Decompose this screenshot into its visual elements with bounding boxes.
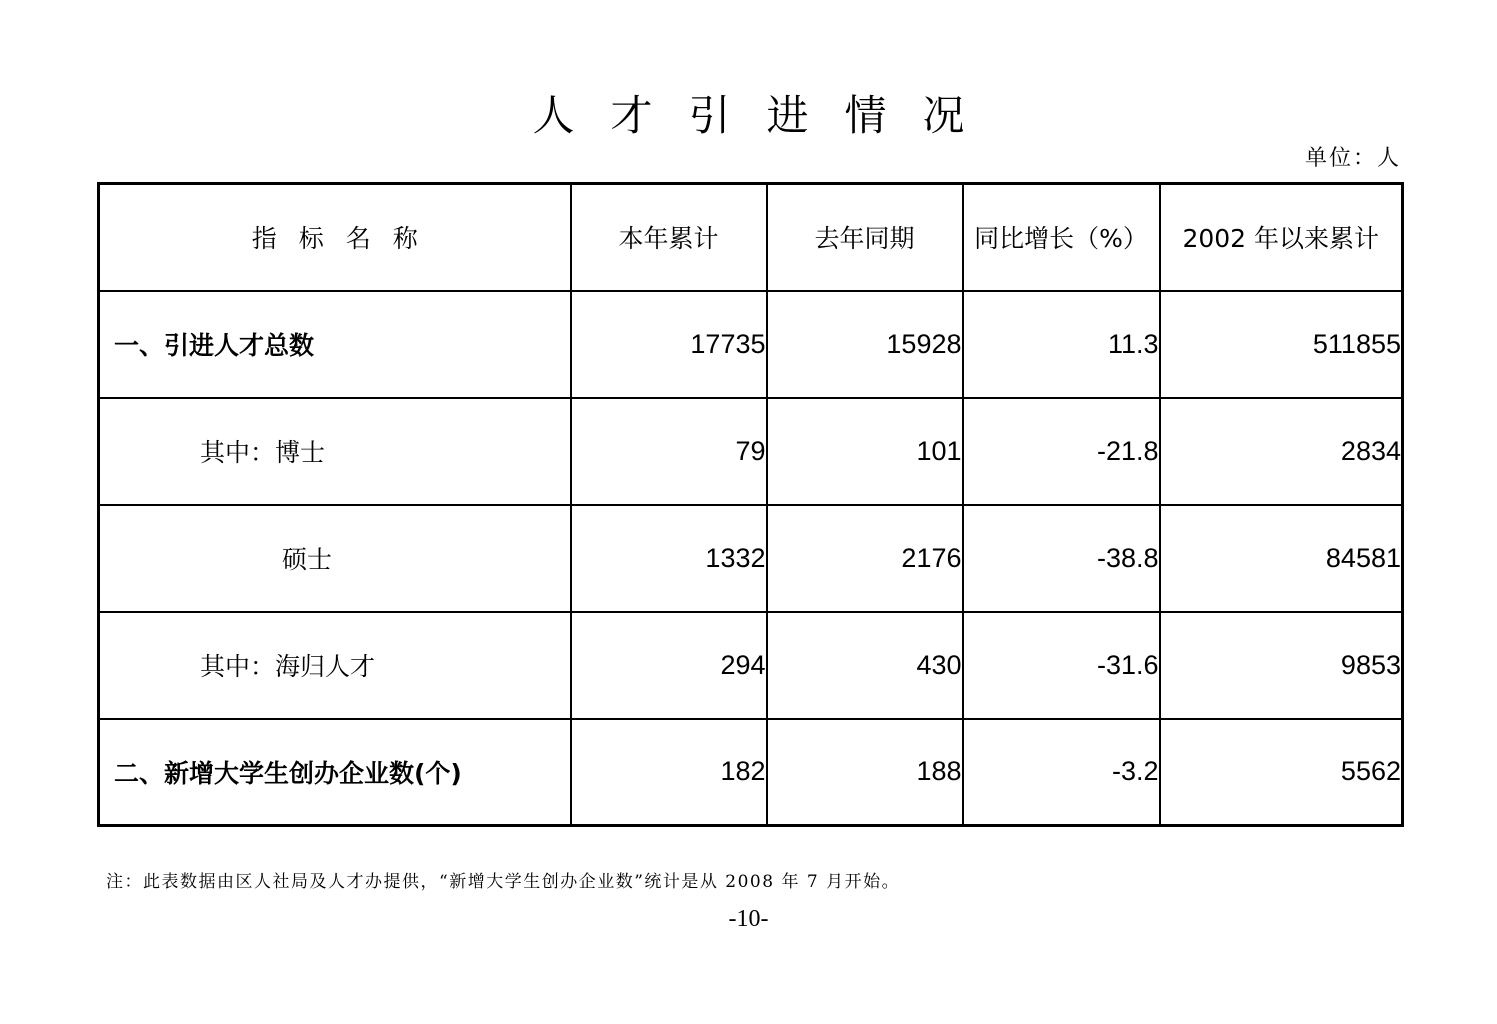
unit-label: 单位：人 [1304, 146, 1401, 171]
table-footnote: 注：此表数据由区人社局及人才办提供，“新增大学生创办企业数”统计是从 2008 年 7 月开始。 [106, 872, 901, 892]
table-row [99, 505, 1403, 612]
table-row [99, 291, 1403, 398]
cell-yoy-growth: 11.3 [963, 291, 1160, 398]
row-name: 其中：博士 [99, 398, 571, 505]
row-name: 二、新增大学生创办企业数(个) [99, 719, 571, 826]
cell-yoy-growth: -38.8 [963, 505, 1160, 612]
page-title: 人才引进情况 [532, 91, 1001, 140]
header-cumulative: 2002 年以来累计 [1160, 184, 1403, 291]
row-name: 硕士 [99, 505, 571, 612]
table-row [99, 719, 1403, 826]
cell-last-year: 188 [767, 719, 963, 826]
cell-last-year: 430 [767, 612, 963, 719]
cell-current-year: 182 [571, 719, 767, 826]
cell-yoy-growth: -21.8 [963, 398, 1160, 505]
cell-cumulative: 2834 [1160, 398, 1403, 505]
cell-cumulative: 84581 [1160, 505, 1403, 612]
row-name: 其中：海归人才 [99, 612, 571, 719]
cell-last-year: 2176 [767, 505, 963, 612]
table-header-row [99, 184, 1403, 291]
cell-last-year: 15928 [767, 291, 963, 398]
cell-yoy-growth: -3.2 [963, 719, 1160, 826]
header-indicator-name: 指标名称 [99, 184, 571, 291]
header-last-year: 去年同期 [767, 184, 963, 291]
cell-current-year: 1332 [571, 505, 767, 612]
header-current-year: 本年累计 [571, 184, 767, 291]
cell-current-year: 79 [571, 398, 767, 505]
cell-yoy-growth: -31.6 [963, 612, 1160, 719]
table-row [99, 612, 1403, 719]
cell-current-year: 17735 [571, 291, 767, 398]
table-row [99, 398, 1403, 505]
cell-last-year: 101 [767, 398, 963, 505]
cell-current-year: 294 [571, 612, 767, 719]
header-yoy-growth: 同比增长（%） [963, 184, 1160, 291]
cell-cumulative: 5562 [1160, 719, 1403, 826]
page-number: -10- [728, 906, 769, 932]
cell-cumulative: 511855 [1160, 291, 1403, 398]
cell-cumulative: 9853 [1160, 612, 1403, 719]
row-name: 一、引进人才总数 [99, 291, 571, 398]
talent-introduction-table [97, 182, 1404, 827]
